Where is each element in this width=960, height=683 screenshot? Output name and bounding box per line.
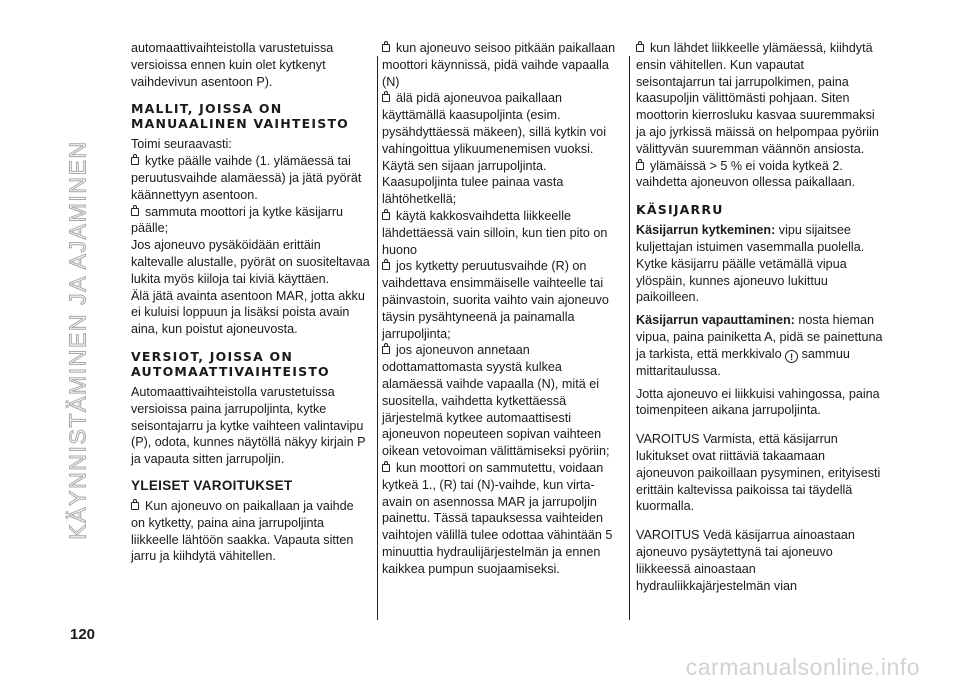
bullet-item: kun ajoneuvo seisoo pitkään paikallaan moottori käynnissä, pidä vaihde vapaalla (N) (382, 41, 616, 89)
watermark: carmanualsonline.info (685, 654, 920, 680)
bullet-item: käytä kakkosvaihdetta liikkeelle lähdettäessä vain silloin, kun tien pito on huono (382, 208, 608, 257)
column-divider-right (629, 56, 630, 620)
book-bullet-icon (131, 208, 139, 216)
subsection: Käsijarrun kytkeminen: vipu sijaitsee kuljettajan istuimen vasemmalla puolella. Kytke käsijarru päälle vetämällä vipua ylöspäin, kunnes ajoneuvo lukittuu paikoilleen. (636, 223, 865, 305)
subsection: Käsijarrun vapauttaminen: nosta hieman vipua, paina painiketta A, pidä se painettuna ja tarkista, että merkkivalo ! sammuu mittaritaulussa. (636, 313, 883, 378)
book-bullet-icon (382, 464, 390, 472)
paragraph: Jotta ajoneuvo ei liikkuisi vahingossa, paina toimenpiteen aikana jarrupoljinta. (636, 386, 880, 418)
book-bullet-icon (382, 262, 390, 270)
column-divider-left (377, 56, 378, 620)
paragraph: Älä jätä avainta asentoon MAR, jotta akku ei kuluisi loppuun ja lisäksi poista avain aina, kun poistut ajoneuvosta. (131, 288, 365, 337)
text-column-1 (131, 40, 371, 565)
book-bullet-icon (131, 157, 139, 165)
bullet-item: kun moottori on sammutettu, voidaan kytkeä 1., (R) tai (N)-vaihde, kun virta-avain on asennossa MAR ja jarrupoljin painettu. Tässä tapauksessa vaihteiden vaihtojen välillä tulee odottaa vähintään 5 minuuttia hydraulijärjestelmän ja ennen kaikkea pumpun suojaamiseksi. (382, 460, 613, 576)
section-heading: MALLIT, JOISSA ON MANUAALINEN VAIHTEISTO (131, 101, 350, 132)
warning-text: VAROITUS Varmista, että käsijarrun lukitukset ovat riittäviä takaamaan ajoneuvon paikoillaan pysyminen, erityisesti erittäin kaltevissa paikoissa tai täydellä kuormalla. (636, 432, 881, 514)
subsection-label: Käsijarrun kytkeminen: (636, 223, 776, 238)
warning-text: VAROITUS Vedä käsijarrua ainoastaan ajoneuvo pysäytettynä tai ajoneuvo liikkeessä ainoastaan hydrauliikkajärjestelmän vian (636, 528, 855, 593)
paragraph: Automaattivaihteistolla varustetuissa versioissa paina jarrupoljinta, kytke seisontajarru ja kytke vaihteen valintavipu (P), odota, kunnes näytöllä näkyy kirjain P ja vapauta sitten jarrupoljin. (131, 384, 366, 467)
side-section-title: KÄYNNISTÄMINEN JA AJAMINEN (64, 140, 91, 540)
bullet-item: älä pidä ajoneuvoa paikallaan käyttämällä kaasupoljinta (esim. pysähdyttäessä mäkeen), sillä kytkin voi vahingoittua ylikuumenemisen vuoksi. Käytä sen sijaan jarrupoljinta. Kaasupoljinta tulee painaa vasta lähtöhetkellä; (382, 91, 606, 207)
book-bullet-icon (382, 94, 390, 102)
book-bullet-icon (636, 44, 644, 52)
bullet-item: ylämäissä > 5 % ei voida kytkeä 2. vaihdetta ajoneuvon ollessa paikallaan. (636, 158, 856, 190)
subsection-label: Käsijarrun vapauttaminen: (636, 313, 795, 328)
bullet-item: Kun ajoneuvo on paikallaan ja vaihde on kytketty, paina aina jarrupoljinta liikkeelle lähtöön saakka. Vapauta sitten jarru ja kiihdytä vähitellen. (131, 498, 354, 564)
book-bullet-icon (636, 162, 644, 170)
bullet-item: sammuta moottori ja kytke käsijarru päälle; (131, 204, 344, 236)
bullet-item: jos kytketty peruutusvaihde (R) on vaihdettava ensimmäiselle vaihteelle tai päinvastoin, suorita vaihto vain ajoneuvo täysin pysähtyneenä ja painamalla jarrupoljinta; (382, 259, 609, 341)
book-bullet-icon (382, 346, 390, 354)
section-heading: VERSIOT, JOISSA ON AUTOMAATTIVAIHTEISTO (131, 348, 330, 379)
paragraph: automaattivaihteistolla varustetuissa versioissa ennen kuin olet kytkenyt vaihdevivun asentoon P). (131, 41, 334, 89)
brake-warning-icon: ! (785, 350, 798, 363)
book-bullet-icon (382, 44, 390, 52)
text-column-3 (636, 40, 884, 594)
bullet-item: kun lähdet liikkeelle ylämäessä, kiihdytä ensin vähitellen. Kun vapautat seisontajarrun tai jarrupolkimen, paina kaasupoljin välittömästi pohjaan. Siten moottorin kierrosluku kasvaa suuremmaksi ja ajo jyrkissä mäissä on helpompaa pyöriin välittyvän suuremman väännön ansiosta. (636, 41, 879, 156)
section-heading: KÄSIJARRU (636, 202, 724, 218)
page-number: 120 (70, 626, 96, 643)
book-bullet-icon (382, 212, 390, 220)
section-heading: YLEISET VAROITUKSET (131, 477, 293, 493)
paragraph: Jos ajoneuvo pysäköidään erittäin kaltevalle alustalle, pyörät on suositeltavaa lukita myös kiiloja tai kiviä käyttäen. (131, 238, 370, 286)
book-bullet-icon (131, 502, 139, 510)
paragraph: Toimi seuraavasti: (131, 137, 232, 152)
bullet-item: jos ajoneuvon annetaan odottamattomasta syystä kulkea alamäessä vaihde vapaalla (N), mitä ei suositella, vaihdetta kytkettäessä järjestelmä kytkee automaattisesti ajoneuvon nopeuteen sopivan vaihteen oikean vetovoiman välittämiseksi pyöriin; (382, 343, 610, 459)
text-column-2 (382, 40, 624, 578)
bullet-item: kytke päälle vaihde (1. ylämäessä tai peruutusvaihde alamäessä) ja jätä pyörät käännettyyn asentoon. (131, 154, 362, 202)
